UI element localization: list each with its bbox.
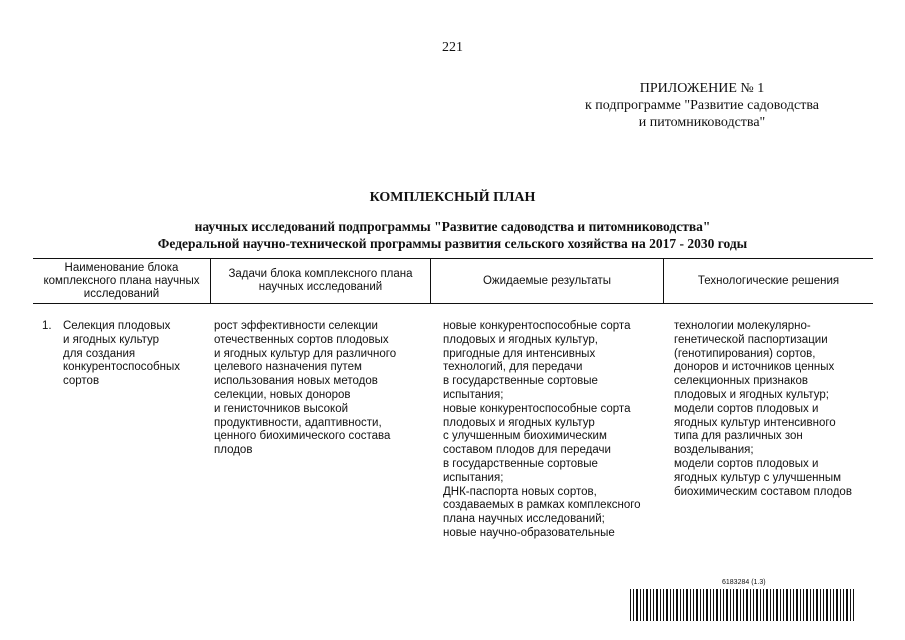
row-number: 1. — [42, 320, 52, 332]
page-number: 221 — [442, 40, 463, 55]
plan-subtitle-line: Федеральной научно-технической программы развития сельского хозяйства на 2017 - 2030 годы — [157, 236, 748, 251]
table-header-name: Наименование блока комплексного плана научных исследований — [43, 261, 200, 300]
barcode-number: 6183284 (1.3) — [722, 579, 766, 586]
row-name-cell: Селекция плодовых и ягодных культур для создания конкурентоспособных сортов — [63, 320, 180, 388]
plan-title: КОМПЛЕКСНЫЙ ПЛАН — [369, 190, 536, 205]
plan-subtitle-line: научных исследований подпрограммы "Развитие садоводства и питомниководства" — [194, 219, 711, 234]
row-tech-cell: технологии молекулярно- генетической паспортизации (генотипирования) сортов, доноров и источников ценных селекционных признаков плодовых и ягодных культур; модели сортов плодовых и ягодных культур интенсивного типа для различных зон возделывания; модели сортов плодовых и ягодных культур с улучшенным биохимическим составом плодов — [674, 320, 852, 498]
appendix-block — [585, 80, 819, 131]
row-results-cell: новые конкурентоспособные сорта плодовых и ягодных культур, пригодные для интенсивных технологий, для передачи в государственные сортовые испытания; новые конкурентоспособные сорта плодовых и ягодных культур с улучшенным биохимическим составом плодов для передачи в государственные сортовые испытания; ДНК-паспорта новых сортов, создаваемых в рамках комплексного плана научных исследований; новые научно-образовательные — [443, 320, 641, 539]
barcode-image — [630, 589, 856, 621]
table-header-results: Ожидаемые результаты — [482, 274, 612, 287]
appendix-title: ПРИЛОЖЕНИЕ № 1 — [639, 81, 765, 96]
plan-heading — [0, 190, 905, 252]
table-header-bottom-rule — [33, 303, 873, 304]
row-tasks-cell: рост эффективности селекции отечественных сортов плодовых и ягодных культур для различного целевого назначения путем использования новых методов селекции, новых доноров и генисточников высокой продуктивности, адаптивности, ценного биохимического состава плодов — [214, 320, 397, 457]
table-header-tasks: Задачи блока комплексного плана научных исследований — [228, 268, 413, 293]
appendix-line: к подпрограмме "Развитие садоводства — [585, 98, 819, 113]
table-header-tech: Технологические решения — [697, 274, 840, 287]
appendix-line: и питомниководства" — [638, 115, 766, 130]
